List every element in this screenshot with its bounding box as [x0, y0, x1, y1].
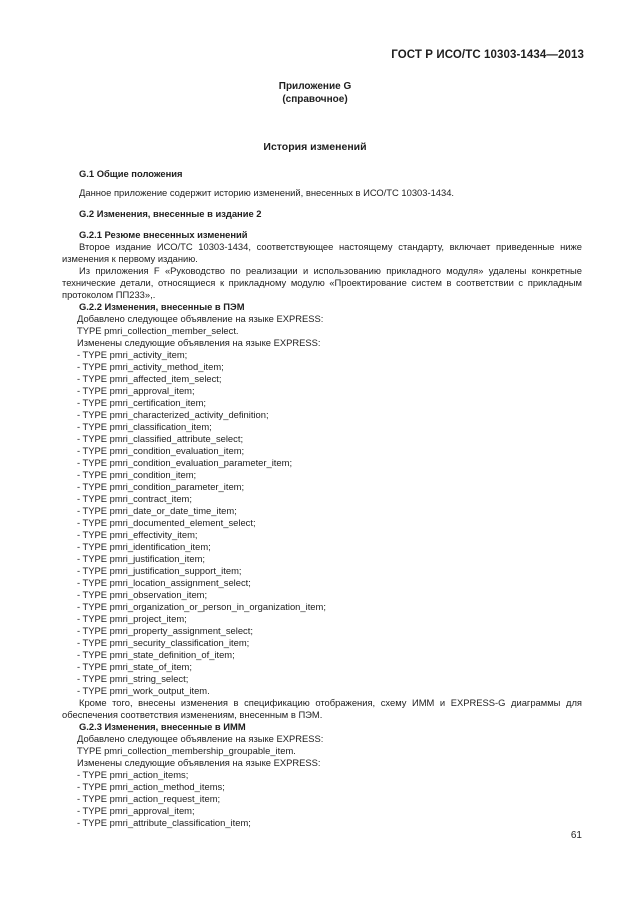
list-item: - TYPE pmri_action_request_item; — [77, 793, 221, 804]
section-g1-text: Данное приложение содержит историю изменений, внесенных в ИСО/ТС 10303-1434. — [79, 187, 455, 198]
list-item: - TYPE pmri_work_output_item. — [77, 685, 210, 696]
list-item: - TYPE pmri_property_assignment_select; — [77, 625, 253, 636]
page-number: 61 — [570, 830, 582, 841]
list-item: - TYPE pmri_identification_item; — [77, 541, 211, 552]
g22-changed-list — [62, 349, 582, 697]
g22-added-intro: Добавлено следующее объявление на языке EXPRESS: — [77, 313, 324, 324]
g23-changed-intro: Изменены следующие объявления на языке EXPRESS: — [77, 757, 321, 768]
g23-added-intro: Добавлено следующее объявление на языке EXPRESS: — [77, 733, 324, 744]
section-g1-heading: G.1 Общие положения — [79, 168, 183, 179]
document-body — [62, 165, 582, 829]
list-item: - TYPE pmri_state_definition_of_item; — [77, 649, 235, 660]
g22-changed-intro: Изменены следующие объявления на языке EXPRESS: — [77, 337, 321, 348]
list-item: - TYPE pmri_string_select; — [77, 673, 189, 684]
g22-closing: Кроме того, внесены изменения в спецификацию отображения, схему ИММ и EXPRESS-G диаграммы для обеспечения соответствия изменениям, внесенным в ПЭМ. — [62, 697, 582, 720]
list-item: - TYPE pmri_security_classification_item; — [77, 637, 250, 648]
list-item: - TYPE pmri_affected_item_select; — [77, 373, 222, 384]
section-g22-heading: G.2.2 Изменения, внесенные в ПЭМ — [79, 301, 245, 312]
section-g21-para-2: Из приложения F «Руководство по реализации и использованию прикладного модуля» удалены конкретные технические детали, относящиеся к прикладному модулю «Проектирование систем в соответствии с прикладным протоколом ПП233»,. — [62, 265, 582, 300]
list-item: - TYPE pmri_condition_item; — [77, 469, 197, 480]
list-item: - TYPE pmri_effectivity_item; — [77, 529, 198, 540]
list-item: - TYPE pmri_justification_support_item; — [77, 565, 242, 576]
list-item: - TYPE pmri_observation_item; — [77, 589, 208, 600]
list-item: - TYPE pmri_date_or_date_time_item; — [77, 505, 237, 516]
list-item: - TYPE pmri_approval_item; — [77, 385, 195, 396]
list-item: - TYPE pmri_activity_item; — [77, 349, 188, 360]
g23-changed-list — [62, 769, 582, 829]
section-g21-para-1: Второе издание ИСО/ТС 10303-1434, соответствующее настоящему стандарту, включает приведенные ниже изменения к первому изданию. — [62, 241, 582, 264]
section-g21-heading: G.2.1 Резюме внесенных изменений — [79, 229, 248, 240]
list-item: - TYPE pmri_contract_item; — [77, 493, 192, 504]
list-item: - TYPE pmri_classification_item; — [77, 421, 212, 432]
list-item: - TYPE pmri_classified_attribute_select; — [77, 433, 244, 444]
list-item: - TYPE pmri_organization_or_person_in_organization_item; — [77, 601, 326, 612]
history-title: История изменений — [263, 141, 367, 153]
list-item: - TYPE pmri_attribute_classification_item; — [77, 817, 251, 828]
list-item: - TYPE pmri_justification_item; — [77, 553, 205, 564]
annex-title: Приложение G — [278, 81, 352, 92]
list-item: - TYPE pmri_state_of_item; — [77, 661, 192, 672]
list-item: - TYPE pmri_documented_element_select; — [77, 517, 256, 528]
list-item: - TYPE pmri_characterized_activity_definition; — [77, 409, 269, 420]
annex-subtitle: (справочное) — [282, 94, 348, 105]
section-g2-heading: G.2 Изменения, внесенные в издание 2 — [79, 208, 262, 219]
list-item: - TYPE pmri_approval_item; — [77, 805, 195, 816]
list-item: - TYPE pmri_condition_evaluation_item; — [77, 445, 245, 456]
section-g23-heading: G.2.3 Изменения, внесенные в ИММ — [79, 721, 246, 732]
standard-header: ГОСТ Р ИСО/ТС 10303-1434—2013 — [391, 49, 584, 61]
list-item: - TYPE pmri_location_assignment_select; — [77, 577, 251, 588]
list-item: - TYPE pmri_project_item; — [77, 613, 187, 624]
list-item: - TYPE pmri_condition_evaluation_parameter_item; — [77, 457, 293, 468]
list-item: - TYPE pmri_action_items; — [77, 769, 189, 780]
g23-added-item: TYPE pmri_collection_membership_groupable_item. — [77, 745, 296, 756]
list-item: - TYPE pmri_action_method_items; — [77, 781, 225, 792]
list-item: - TYPE pmri_certification_item; — [77, 397, 207, 408]
list-item: - TYPE pmri_condition_parameter_item; — [77, 481, 245, 492]
g22-added-item: TYPE pmri_collection_member_select. — [77, 325, 239, 336]
list-item: - TYPE pmri_activity_method_item; — [77, 361, 224, 372]
